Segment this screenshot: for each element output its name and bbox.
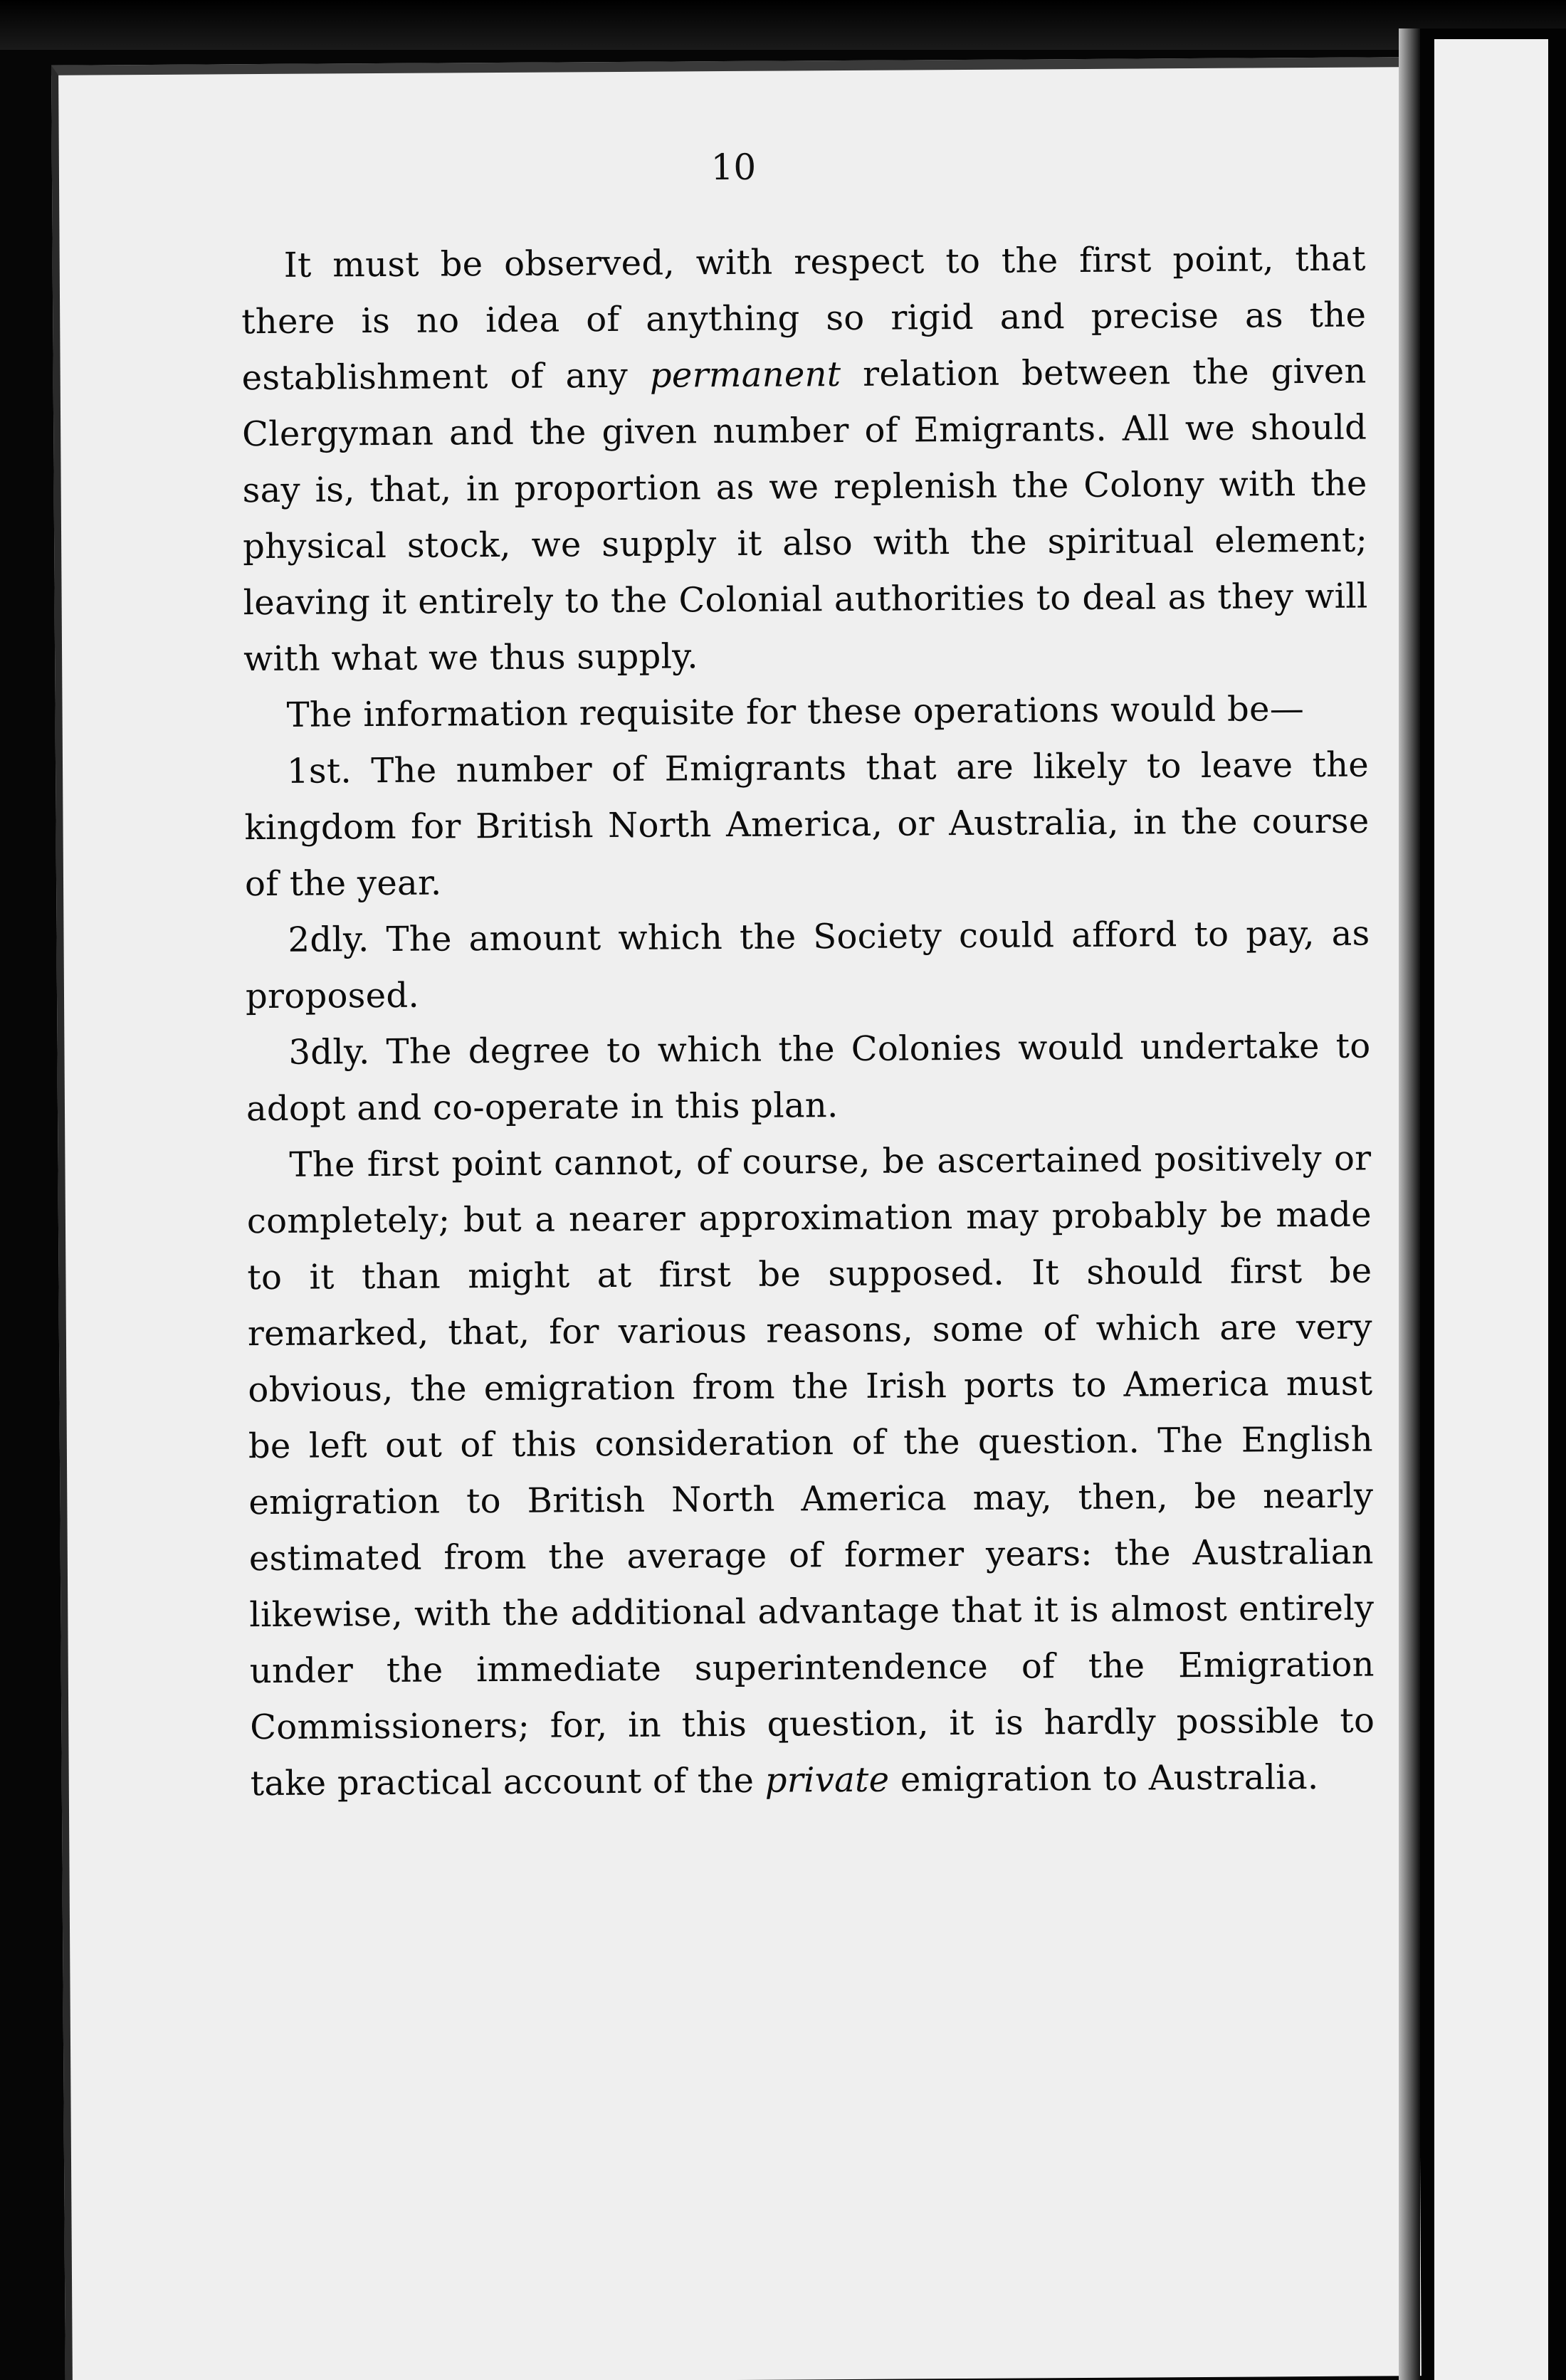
scan-top-border <box>0 0 1566 50</box>
paragraph-text: The first point cannot, of course, be ascertained positively or completely; but a nearer approximation may probably be made to it than might at first be supposed. It should first be remarked, that, for various reasons, some of which are very obvious, the emigration from the Irish ports to America must be left out of this consideration of the question. The English emigration to British North America may, then, be nearly estimated from the average of former years: the Australian likewise, with the additional advantage that it is almost entirely under the immediate superintendence of the Emigration Commissioners; for, in this question, it is hardly possible to take practical account of the <box>246 1138 1375 1804</box>
paragraph-first-point <box>246 1131 1375 1813</box>
list-item-third: 3dly. The degree to which the Colonies would undertake to adopt and co-operate in this plan. <box>246 1026 1371 1130</box>
emphasis-private: private <box>764 1759 890 1801</box>
paragraph-text: It must be observed, with respect to the first point, that there is no idea of anything so rigid and precise as the establishment of any <box>241 238 1367 399</box>
paragraph-information-requisite: The information requisite for these operations would be— <box>286 689 1305 735</box>
book-page <box>51 57 1422 2380</box>
page-gutter-shadow <box>1399 28 1420 2380</box>
paragraph-clergy-relation <box>241 231 1369 688</box>
adjacent-page-sheet <box>1434 39 1548 2380</box>
page-body <box>241 231 1375 1813</box>
emphasis-permanent: permanent <box>649 354 841 396</box>
list-item-first: 1st. The number of Emigrants that are likely to leave the kingdom for British North America, or Australia, in the course of the year. <box>244 744 1370 905</box>
paragraph-text: emigration to Australia. <box>889 1757 1319 1800</box>
list-item-second: 2dly. The amount which the Society could afford to pay, as proposed. <box>245 913 1370 1017</box>
paragraph-text: relation between the given Clergyman and the given number of Emigrants. All we should say is, that, in proportion as we replenish the Colony with the physical stock, we supply it also with the spiritual element; leaving it entirely to the Colonial authorities to deal as they will with what we thus supply. <box>242 351 1368 680</box>
page-number: 10 <box>710 146 757 189</box>
